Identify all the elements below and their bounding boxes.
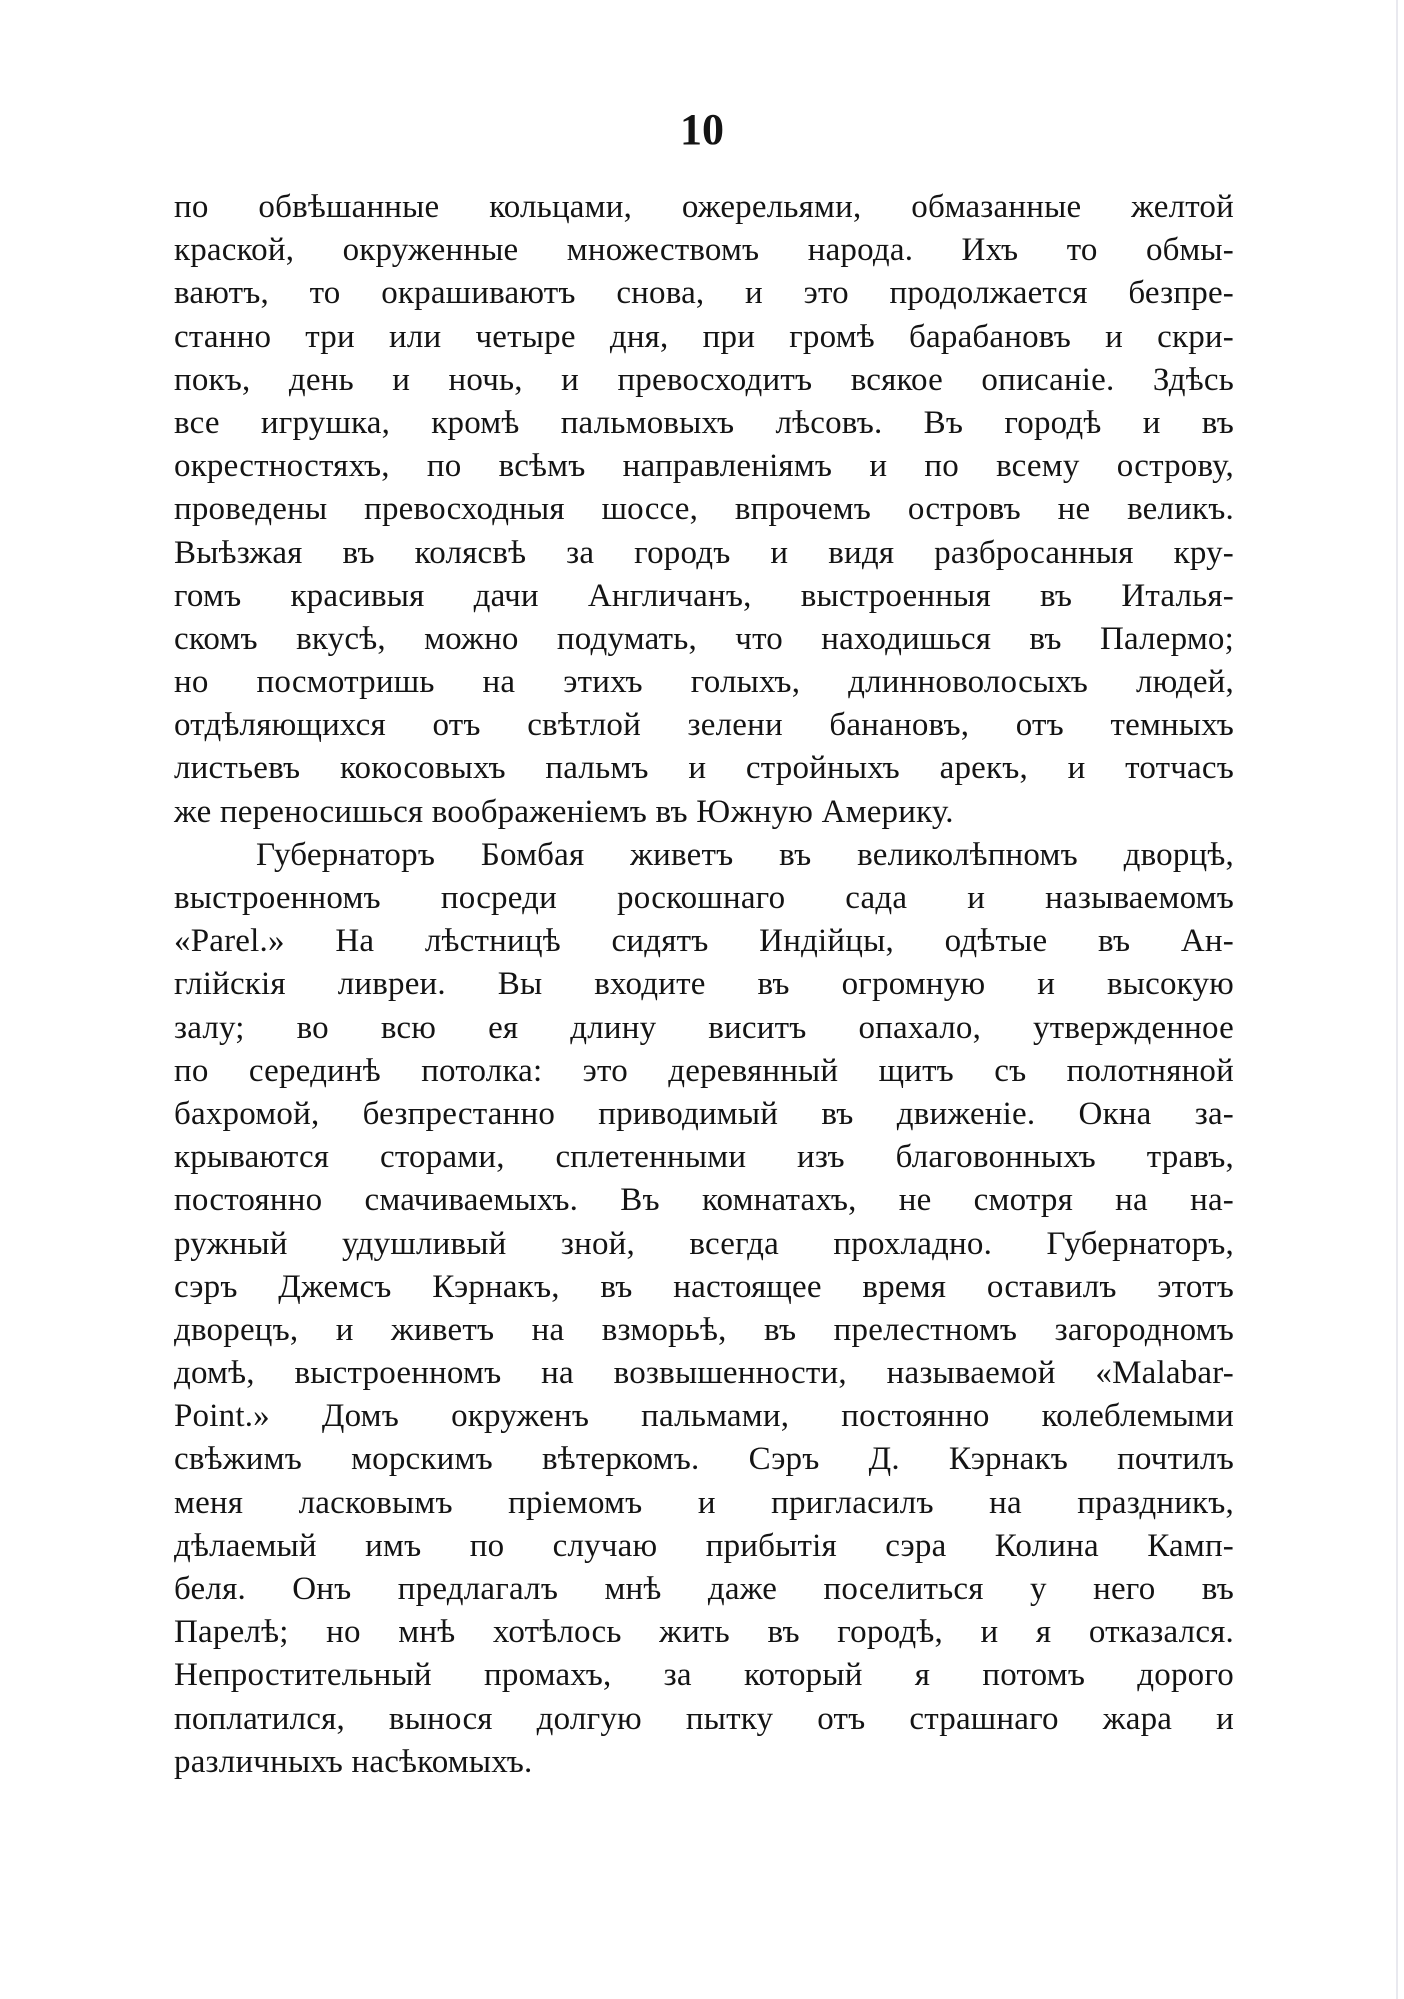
text-line: Point.» Домъ окруженъ пальмами, постоянно колеблемыми <box>174 1398 1234 1435</box>
text-line: глійскія ливреи. Вы входите въ огромную и высокую <box>174 966 1234 1003</box>
text-line: отдѣляющихся отъ свѣтлой зелени банановъ, отъ темныхъ <box>174 707 1234 744</box>
text-line: крываются сторами, сплетенными изъ благовонныхъ травъ, <box>174 1139 1234 1176</box>
paragraph-first-line: Губернаторъ Бомбая живетъ въ великолѣпномъ дворцѣ, <box>256 836 1234 873</box>
text-line: домѣ, выстроенномъ на возвышенности, называемой «Malabar- <box>174 1355 1234 1392</box>
text-line: беля. Онъ предлагалъ мнѣ даже поселиться у него въ <box>174 1571 1234 1607</box>
text-line: скомъ вкусѣ, можно подумать, что находишься въ Палермо; <box>174 620 1234 657</box>
text-line: листьевъ кокосовыхъ пальмъ и стройныхъ арекъ, и тотчасъ <box>174 750 1234 787</box>
text-line: все игрушка, кромѣ пальмовыхъ лѣсовъ. Въ городѣ и въ <box>174 404 1234 441</box>
text-line: залу; во всю ея длину виситъ опахало, утвержденное <box>174 1009 1234 1046</box>
text-line: поплатился, вынося долгую пытку отъ страшнаго жара и <box>174 1700 1234 1737</box>
text-line: различныхъ насѣкомыхъ. <box>174 1743 533 1780</box>
text-line: проведены превосходныя шоссе, впрочемъ островъ не великъ. <box>174 491 1234 528</box>
text-line: по обвѣшанные кольцами, ожерельями, обмазанные желтой <box>174 189 1234 225</box>
text-line: станно три или четыре дня, при громѣ барабановъ и скри- <box>174 318 1234 355</box>
text-line: по серединѣ потолка: это деревянный щитъ съ полотняной <box>174 1052 1234 1089</box>
text-line: Выѣзжая въ колясвѣ за городъ и видя разбросанныя кру- <box>174 534 1234 571</box>
text-line: постоянно смачиваемыхъ. Въ комнатахъ, не смотря на на- <box>174 1182 1234 1219</box>
text-line: Парелѣ; но мнѣ хотѣлось жить въ городѣ, и я отказался. <box>174 1614 1234 1651</box>
text-line: меня ласковымъ пріемомъ и пригласилъ на праздникъ, <box>174 1484 1234 1521</box>
body-text <box>174 186 1234 1784</box>
text-line: «Parel.» На лѣстницѣ сидятъ Индійцы, одѣтые въ Ан- <box>174 923 1234 960</box>
text-line: сэръ Джемсъ Кэрнакъ, въ настоящее время оставилъ этотъ <box>174 1268 1234 1305</box>
text-line: Непростительный промахъ, за который я потомъ дорого <box>174 1657 1234 1694</box>
page-number: 10 <box>680 105 724 154</box>
text-line: бахромой, безпрестанно приводимый въ движеніе. Окна за- <box>174 1095 1234 1132</box>
text-line: ружный удушливый зной, всегда прохладно. Губернаторъ, <box>174 1225 1234 1262</box>
text-line: свѣжимъ морскимъ вѣтеркомъ. Сэръ Д. Кэрнакъ почтилъ <box>174 1441 1234 1478</box>
text-line: краской, окруженные множествомъ народа. Ихъ то обмы- <box>174 232 1234 269</box>
text-line: же переносишься воображеніемъ въ Южную Америку. <box>174 793 954 830</box>
text-line: выстроенномъ посреди роскошнаго сада и называемомъ <box>174 880 1234 916</box>
text-line: покъ, день и ночь, и превосходитъ всякое описаніе. Здѣсь <box>174 361 1234 398</box>
page-edge-line <box>1396 0 1398 1999</box>
text-line: но посмотришь на этихъ голыхъ, длинноволосыхъ людей, <box>174 664 1234 701</box>
text-line: дворецъ, и живетъ на взморьѣ, въ прелестномъ загородномъ <box>174 1311 1234 1348</box>
text-line: дѣлаемый имъ по случаю прибытія сэра Колина Камп- <box>174 1527 1234 1564</box>
text-line: гомъ красивыя дачи Англичанъ, выстроенныя въ Италья- <box>174 577 1234 614</box>
text-line: ваютъ, то окрашиваютъ снова, и это продолжается безпре- <box>174 275 1234 312</box>
text-line: окрестностяхъ, по всѣмъ направленіямъ и по всему острову, <box>174 448 1234 485</box>
